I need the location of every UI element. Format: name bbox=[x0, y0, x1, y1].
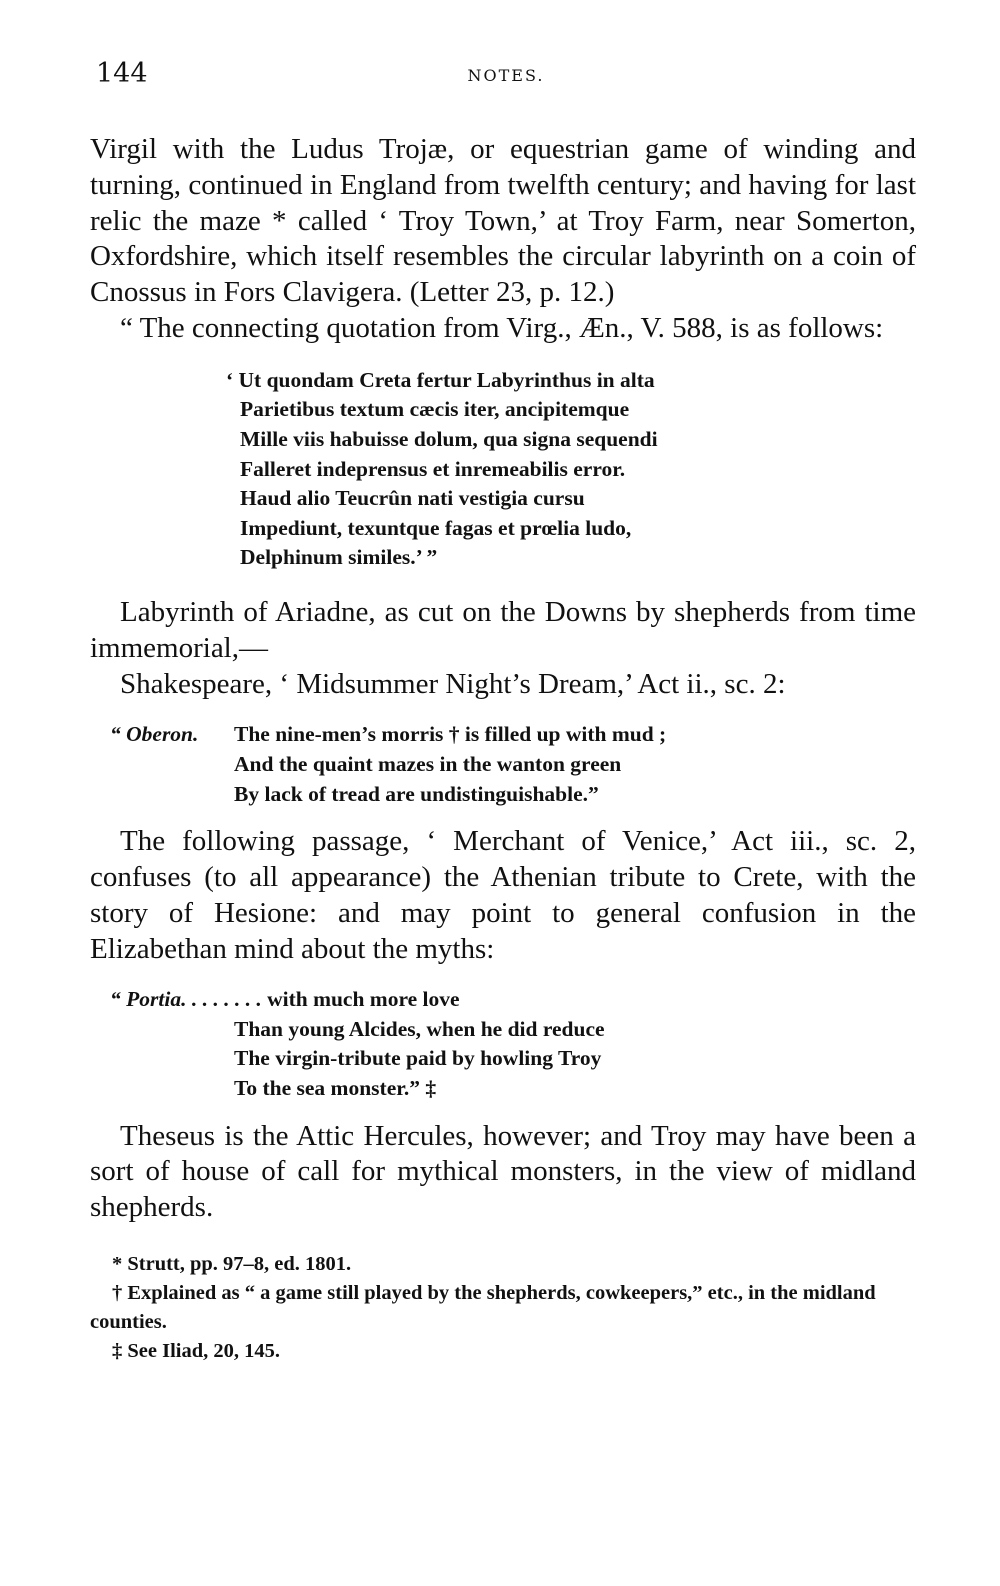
paragraph-virgil-quotation: “ The connecting quotation from Virg., Æn., V. 588, is as follows: bbox=[120, 311, 884, 344]
paragraph-theseus: Theseus is the Attic Hercules, however; and Troy may have been a sort of house of call for mythical monsters, in the view of midland shepherds. bbox=[90, 1119, 916, 1224]
verse-line: Parietibus textum cæcis iter, ancipitemque bbox=[240, 397, 630, 422]
speaker-name: “ Portia. . . . . . . . bbox=[110, 987, 262, 1012]
verse-line: Falleret indeprensus et inremeabilis error. bbox=[240, 456, 626, 481]
running-head: NOTES. bbox=[467, 66, 545, 85]
oberon-quote bbox=[110, 720, 916, 809]
verse-line bbox=[110, 720, 916, 750]
footnotes bbox=[90, 1250, 916, 1366]
verse-line: Mille viis habuisse dolum, qua signa sequendi bbox=[240, 426, 658, 451]
verse-line: And the quaint mazes in the wanton green bbox=[234, 751, 622, 776]
verse-line: Haud alio Teucrûn nati vestigia cursu bbox=[240, 486, 585, 511]
verse-line: The virgin-tribute paid by howling Troy bbox=[234, 1046, 602, 1071]
paragraph-shakespeare-ref: Shakespeare, ‘ Midsummer Night’s Dream,’ Act ii., sc. 2: bbox=[120, 667, 786, 700]
page-header bbox=[96, 58, 916, 98]
page-number: 144 bbox=[96, 58, 148, 89]
footnote: † Explained as “ a game still played by the shepherds, cowkeepers,” etc., in the midland counties. bbox=[90, 1282, 876, 1334]
portia-quote bbox=[110, 985, 916, 1103]
paragraph-labyrinth-ariadne: Labyrinth of Ariadne, as cut on the Downs by shepherds from time immemorial,— bbox=[90, 595, 916, 664]
verse-line-text: The nine-men’s morris † is filled up with mud ; bbox=[234, 722, 667, 747]
verse-line: Than young Alcides, when he did reduce bbox=[234, 1016, 605, 1041]
verse-line: ‘ Ut quondam Creta fertur Labyrinthus in alta bbox=[226, 367, 655, 392]
verse-line bbox=[110, 985, 916, 1015]
verse-line: Impediunt, texuntque fagas et prœlia ludo, bbox=[240, 515, 632, 540]
verse-line: Delphinum similes.’ ” bbox=[240, 545, 438, 570]
paragraph-troy-town: Virgil with the Ludus Trojæ, or equestrian game of winding and turning, continued in England from twelfth century; and having for last relic the maze * called ‘ Troy Town,’ at Troy Farm, near Somerton, Oxfordshire, which itself resembles the circular labyrinth on a coin of Cnossus in Fors Clavigera. (Letter 23, p. 12.) bbox=[90, 133, 916, 309]
latin-verse-quote bbox=[226, 366, 916, 573]
verse-line: To the sea monster.” ‡ bbox=[234, 1076, 437, 1101]
paragraph-merchant-venice: The following passage, ‘ Merchant of Venice,’ Act iii., sc. 2, confuses (to all appearance) the Athenian tribute to Crete, with the story of Hesione: and may point to general confusion in the Elizabethan mind about the myths: bbox=[90, 825, 916, 965]
verse-line-text: with much more love bbox=[267, 987, 460, 1012]
page-body bbox=[90, 132, 916, 1366]
footnote: ‡ See Iliad, 20, 145. bbox=[112, 1340, 280, 1363]
speaker-name: “ Oberon. bbox=[110, 722, 199, 747]
verse-line: By lack of tread are undistinguishable.” bbox=[234, 781, 599, 806]
footnote: * Strutt, pp. 97–8, ed. 1801. bbox=[112, 1253, 352, 1276]
